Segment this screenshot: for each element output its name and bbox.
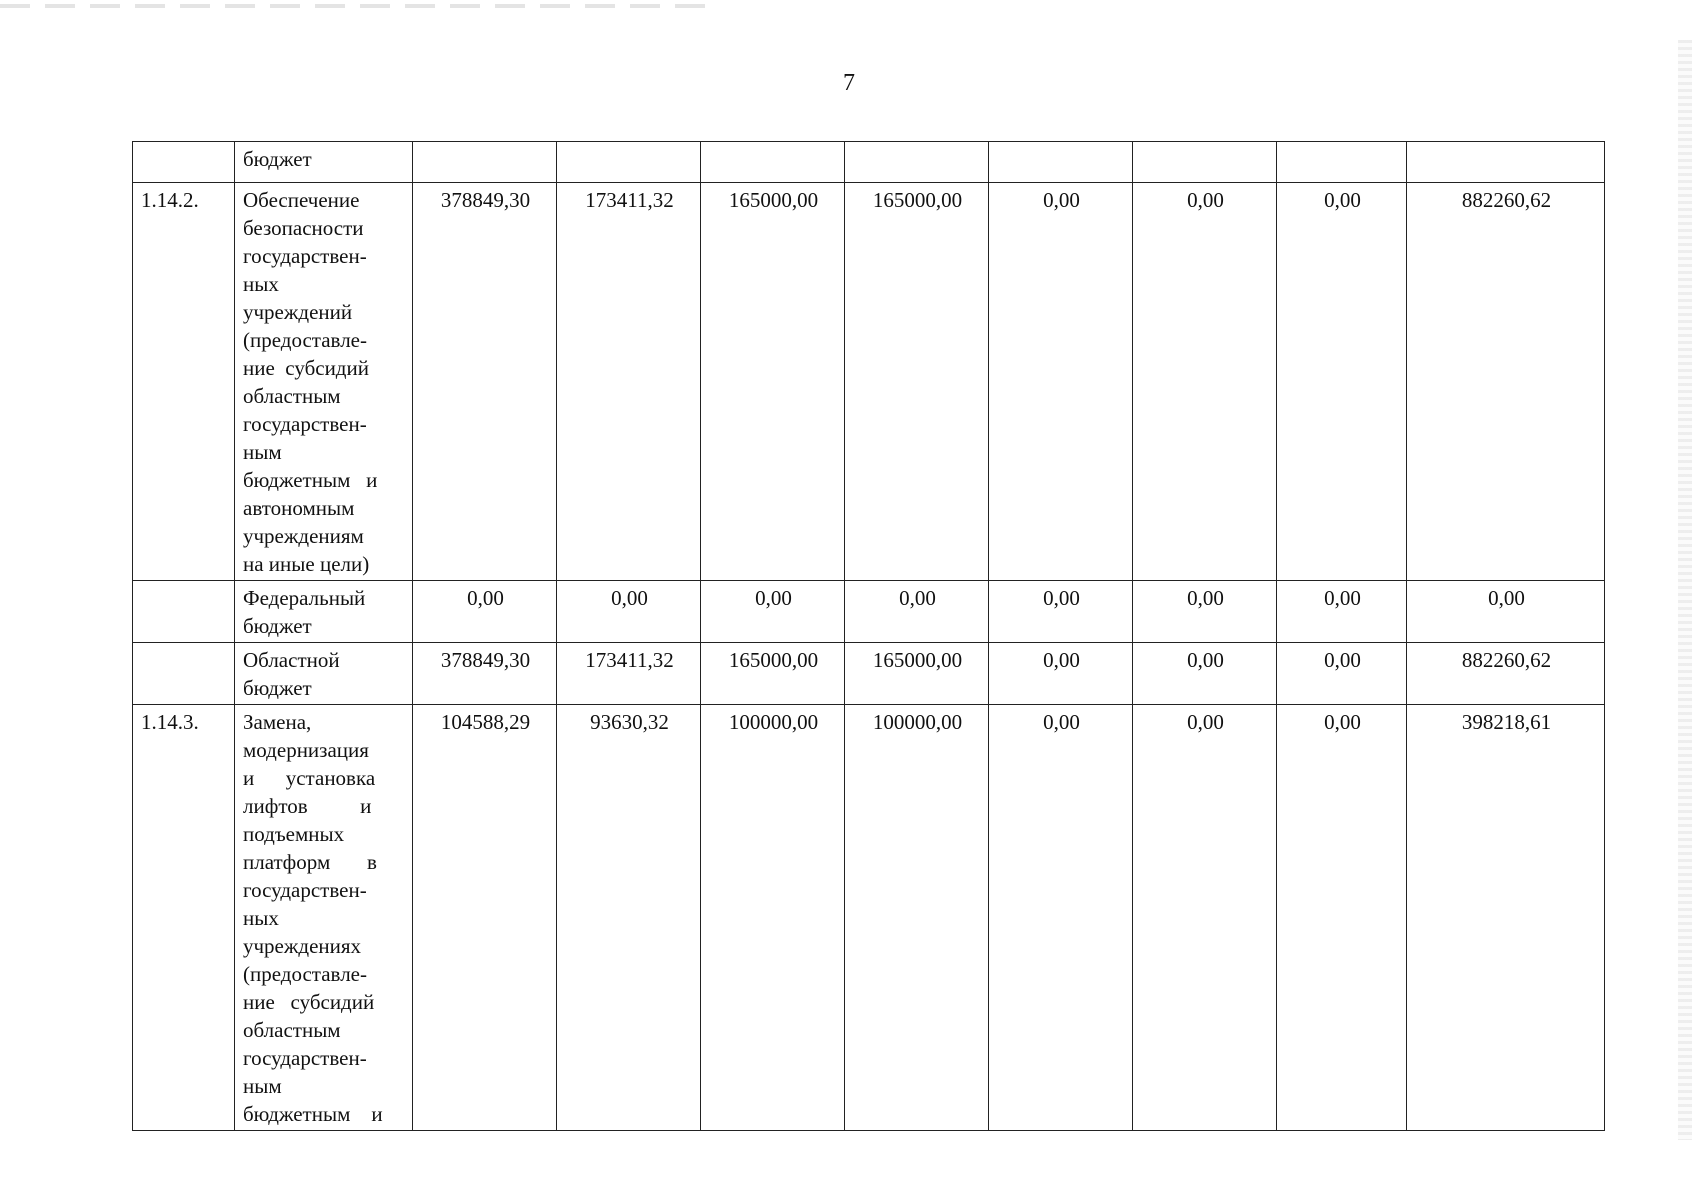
row-name-line: (предоставле-: [243, 328, 367, 352]
row-name-line: платформ в: [243, 850, 377, 874]
value-cell: 0,00: [1407, 581, 1605, 643]
scan-artifact-top: [0, 4, 720, 8]
row-name-line: ных: [243, 272, 279, 296]
row-name-line: и установка: [243, 766, 376, 790]
row-name-line: областным: [243, 384, 341, 408]
table-row: [133, 705, 1605, 1131]
row-name-cell: [235, 581, 413, 643]
value-cell: [1277, 142, 1407, 183]
budget-table: [132, 141, 1605, 1131]
value-cell: 0,00: [1133, 183, 1277, 581]
value-cell: 0,00: [1133, 643, 1277, 705]
value-cell: 0,00: [701, 581, 845, 643]
value-cell: [845, 142, 989, 183]
value-cell: 100000,00: [845, 705, 989, 1131]
row-name-line: Федеральный: [243, 586, 366, 610]
row-name-line: ние субсидий: [243, 356, 369, 380]
row-name-line: государствен-: [243, 1046, 367, 1070]
value-cell: 0,00: [557, 581, 701, 643]
page-number: 7: [843, 70, 855, 96]
value-cell: [701, 142, 845, 183]
row-name-line: бюджет: [243, 614, 312, 638]
row-code-cell: [133, 643, 235, 705]
value-cell: 882260,62: [1407, 183, 1605, 581]
value-cell: 0,00: [413, 581, 557, 643]
row-code-cell: [133, 142, 235, 183]
row-name-line: учреждениях: [243, 934, 362, 958]
row-name-line: государствен-: [243, 244, 367, 268]
value-cell: 165000,00: [701, 643, 845, 705]
value-cell: 93630,32: [557, 705, 701, 1131]
row-name-line: Замена,: [243, 710, 312, 734]
value-cell: 0,00: [989, 705, 1133, 1131]
row-name-line: на иные цели): [243, 552, 370, 576]
row-name-line: ние субсидий: [243, 990, 375, 1014]
value-cell: 0,00: [1277, 183, 1407, 581]
value-cell: 100000,00: [701, 705, 845, 1131]
row-name-line: (предоставле-: [243, 962, 367, 986]
row-name-line: лифтов и: [243, 794, 372, 818]
value-cell: 398218,61: [1407, 705, 1605, 1131]
row-name-cell: [235, 142, 413, 183]
value-cell: [1407, 142, 1605, 183]
row-name-line: учреждений: [243, 300, 353, 324]
value-cell: 0,00: [989, 643, 1133, 705]
table-row: [133, 643, 1605, 705]
value-cell: 0,00: [845, 581, 989, 643]
row-name-line: государствен-: [243, 412, 367, 436]
value-cell: [1133, 142, 1277, 183]
row-name-line: Областной: [243, 648, 340, 672]
value-cell: 0,00: [1277, 643, 1407, 705]
value-cell: [989, 142, 1133, 183]
row-code-cell: [133, 581, 235, 643]
row-name-line: модернизация: [243, 738, 369, 762]
row-name-cell: [235, 183, 413, 581]
row-name-line: бюджетным и: [243, 468, 378, 492]
value-cell: 882260,62: [1407, 643, 1605, 705]
row-name-line: автономным: [243, 496, 355, 520]
value-cell: 104588,29: [413, 705, 557, 1131]
value-cell: 0,00: [989, 183, 1133, 581]
value-cell: 173411,32: [557, 643, 701, 705]
row-name-line: областным: [243, 1018, 341, 1042]
value-cell: 173411,32: [557, 183, 701, 581]
value-cell: 165000,00: [701, 183, 845, 581]
row-name-cell: [235, 705, 413, 1131]
value-cell: 378849,30: [413, 643, 557, 705]
table-body: [133, 142, 1605, 1131]
row-name-cell: [235, 643, 413, 705]
table-row: [133, 581, 1605, 643]
row-name-line: бюджетным и: [243, 1102, 383, 1126]
row-code-cell: 1.14.2.: [133, 183, 235, 581]
row-name-line: учреждениям: [243, 524, 364, 548]
value-cell: 165000,00: [845, 643, 989, 705]
value-cell: 0,00: [1277, 581, 1407, 643]
row-name-line: бюджет: [243, 676, 312, 700]
row-name-line: государствен-: [243, 878, 367, 902]
row-name-line: ных: [243, 906, 279, 930]
value-cell: 0,00: [1277, 705, 1407, 1131]
value-cell: 378849,30: [413, 183, 557, 581]
row-code-cell: 1.14.3.: [133, 705, 235, 1131]
row-name-line: ным: [243, 1074, 282, 1098]
row-name-line: подъемных: [243, 822, 345, 846]
value-cell: 0,00: [1133, 581, 1277, 643]
row-name-line: бюджет: [243, 147, 312, 171]
value-cell: 0,00: [989, 581, 1133, 643]
value-cell: 0,00: [1133, 705, 1277, 1131]
value-cell: [557, 142, 701, 183]
value-cell: 165000,00: [845, 183, 989, 581]
row-name-line: Обеспечение: [243, 188, 360, 212]
row-name-line: ным: [243, 440, 282, 464]
value-cell: [413, 142, 557, 183]
table-row: [133, 183, 1605, 581]
row-name-line: безопасности: [243, 216, 364, 240]
scan-artifact-edge: [1678, 40, 1692, 1140]
table-row: [133, 142, 1605, 183]
